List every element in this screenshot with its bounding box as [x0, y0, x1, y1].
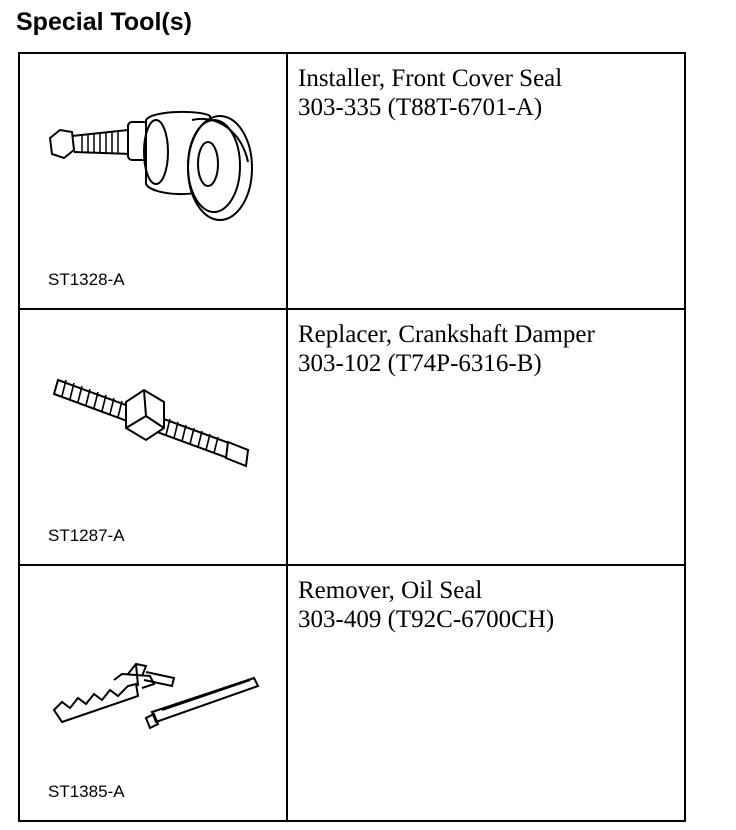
- tool-illustration-cell: [19, 565, 287, 821]
- section-heading: Special Tool(s): [16, 8, 192, 36]
- tool-description-cell: [287, 53, 685, 309]
- tool-number: 303-409 (T92C-6700CH): [298, 606, 555, 633]
- illustration-code: ST1287-A: [48, 526, 125, 545]
- tool-description-cell: [287, 309, 685, 565]
- tool-description-cell: [287, 565, 685, 821]
- front-cover-seal-installer-icon: [42, 102, 262, 272]
- crankshaft-damper-replacer-icon: [42, 358, 262, 528]
- tool-illustration-cell: [19, 53, 287, 309]
- table-row: [19, 53, 685, 309]
- table-row: [19, 309, 685, 565]
- oil-seal-remover-icon: [42, 614, 262, 784]
- tool-number: 303-102 (T74P-6316-B): [298, 350, 542, 377]
- table-row: [19, 565, 685, 821]
- illustration-code: ST1385-A: [48, 782, 125, 801]
- tool-number: 303-335 (T88T-6701-A): [298, 94, 543, 121]
- tool-name: Remover, Oil Seal: [298, 577, 483, 604]
- tool-name: Replacer, Crankshaft Damper: [298, 321, 595, 348]
- tool-illustration-cell: [19, 309, 287, 565]
- special-tools-table: [18, 52, 686, 822]
- tool-name: Installer, Front Cover Seal: [298, 65, 563, 92]
- illustration-code: ST1328-A: [48, 270, 125, 289]
